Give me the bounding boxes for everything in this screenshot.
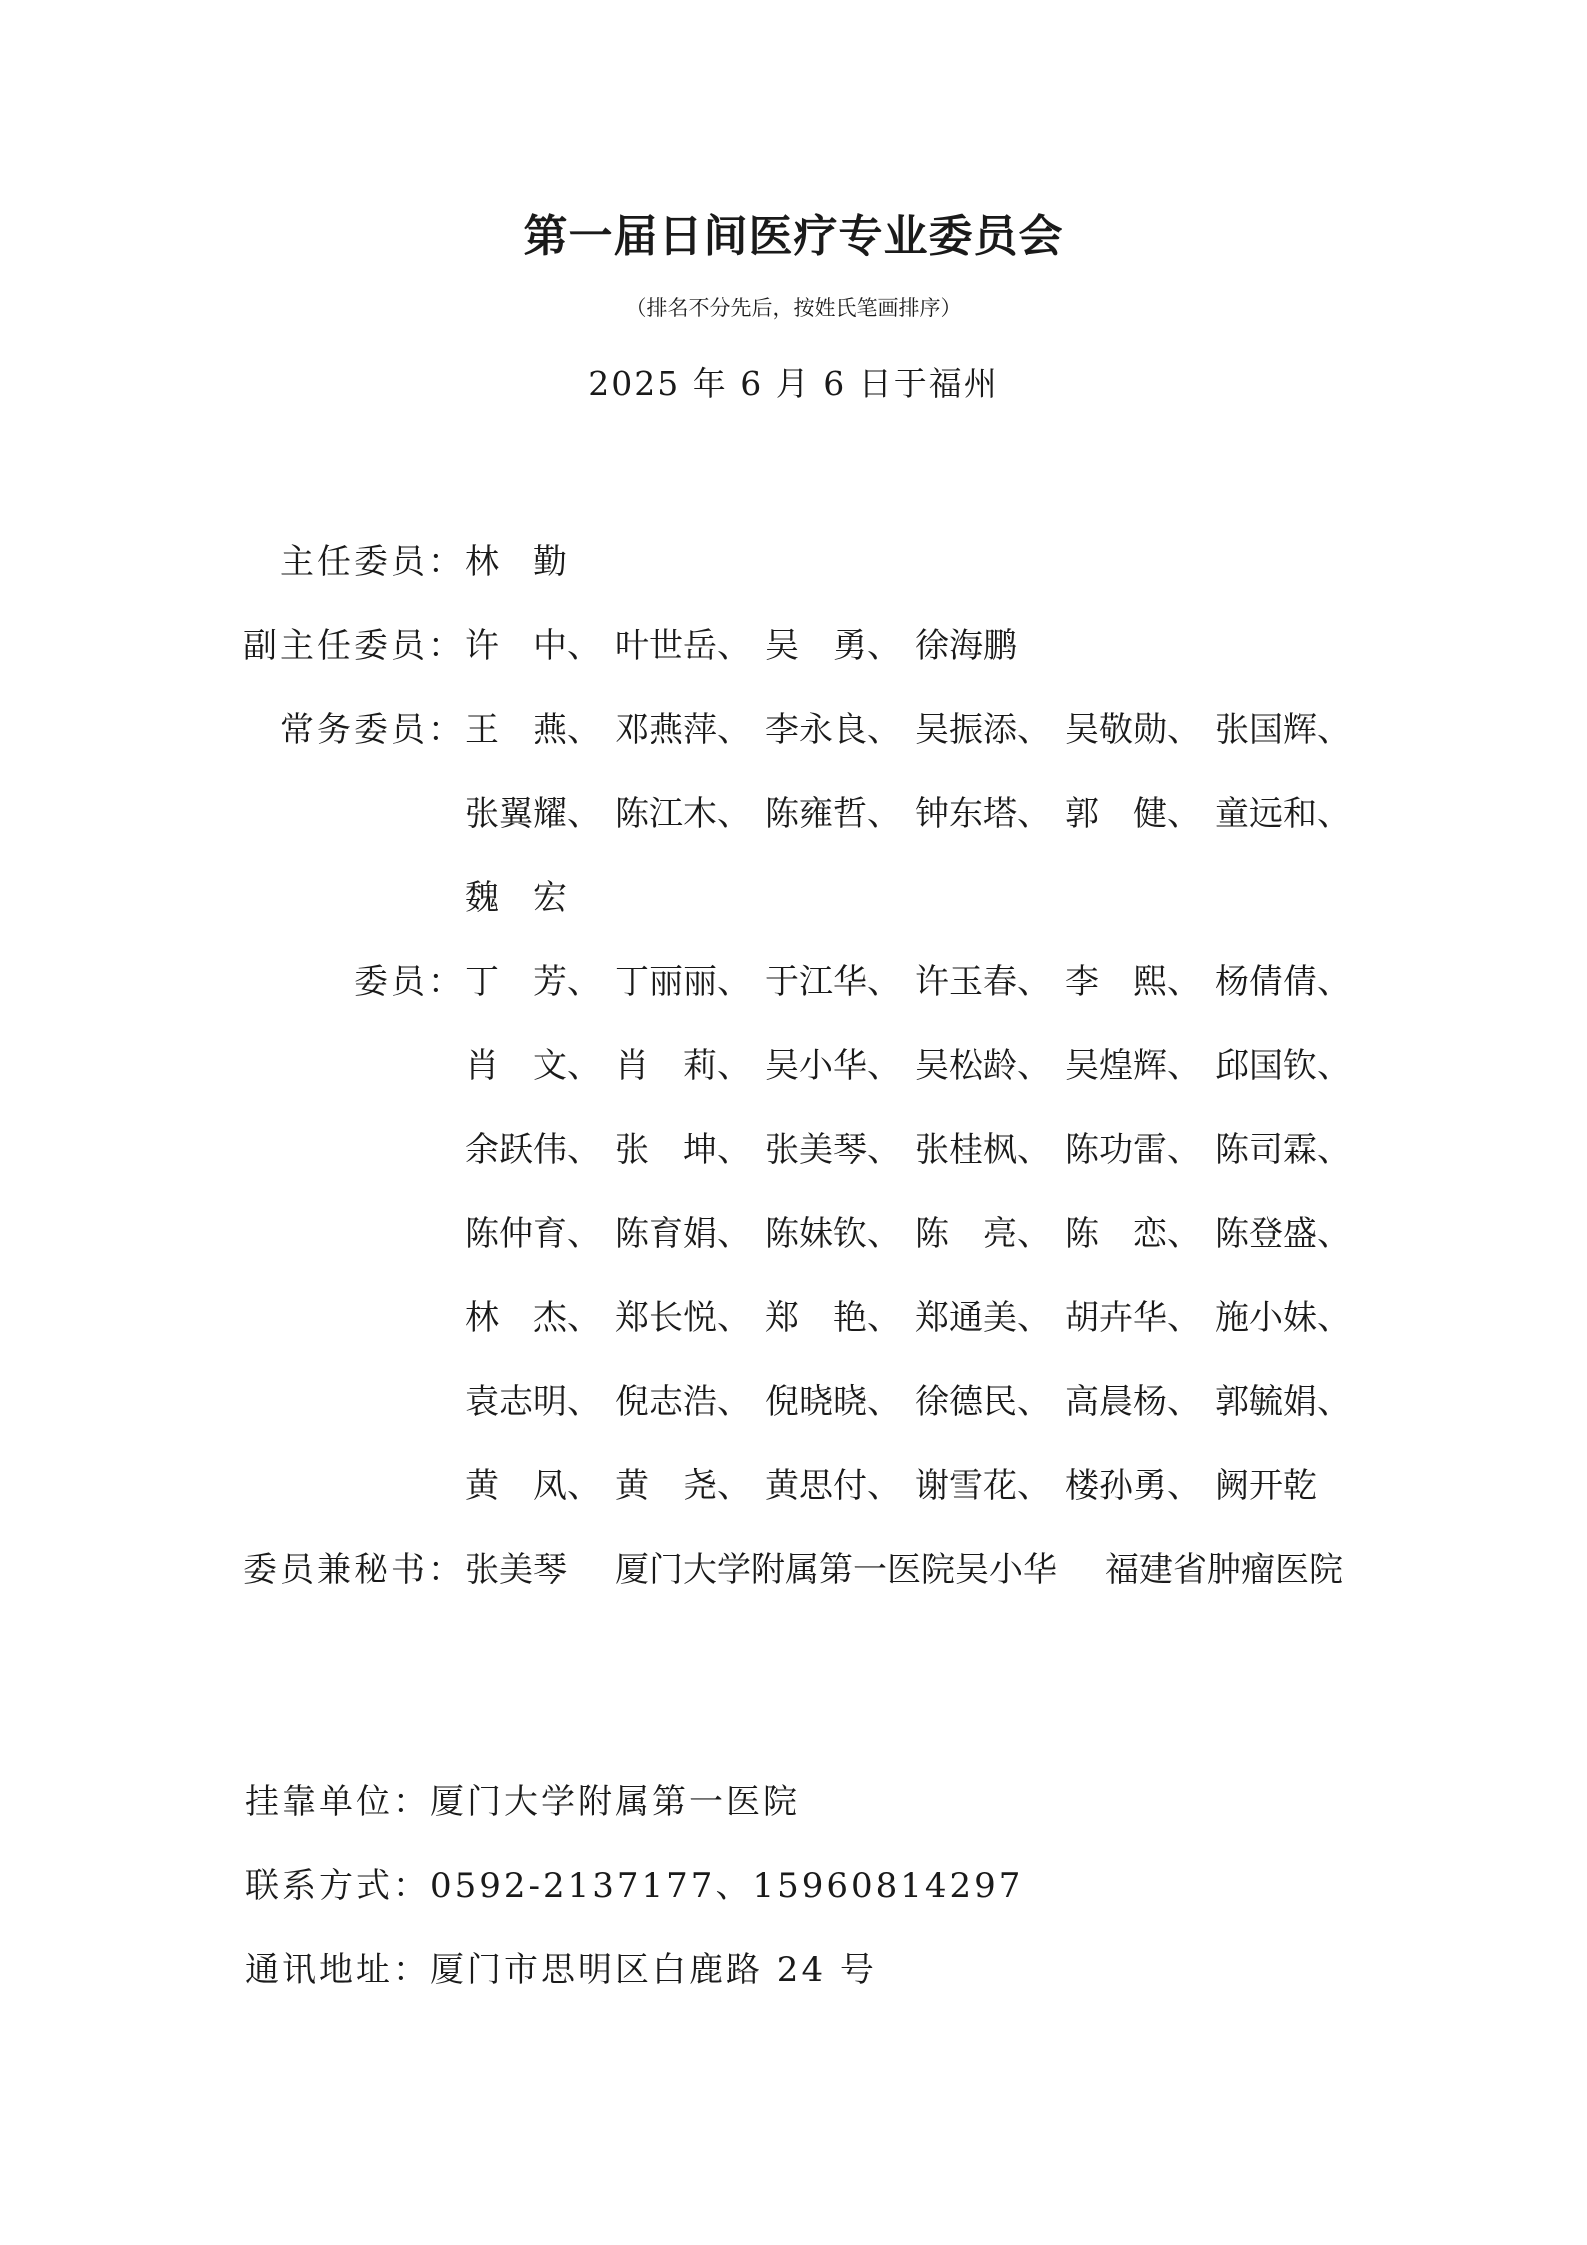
member-name: 徐海鹏 <box>915 626 1017 666</box>
member-name: 黄 凤、 <box>465 1466 601 1506</box>
member-name: 林 杰、 <box>465 1298 601 1338</box>
member-name: 杨倩倩、 <box>1215 962 1351 1002</box>
member-name: 吴松龄、 <box>915 1046 1051 1086</box>
document-title: 第一届日间医疗专业委员会 <box>523 211 1064 262</box>
chair-label: 主任委员： <box>280 542 465 582</box>
member-name: 肖 文、 <box>465 1046 601 1086</box>
standing-section <box>0 688 1587 940</box>
member-name: 陈功雷、 <box>1065 1130 1201 1170</box>
member-name: 于江华、 <box>765 962 901 1002</box>
member-name: 倪志浩、 <box>615 1382 751 1422</box>
member-names <box>465 940 1365 1528</box>
vice-chair-names <box>465 604 1365 688</box>
contact-line: 联系方式：0592-2137177、15960814297 <box>245 1866 1024 1906</box>
members-label: 委员： <box>354 962 465 1002</box>
member-name: 吴振添、 <box>915 710 1051 750</box>
member-name: 张翼耀、 <box>465 794 601 834</box>
member-name: 丁丽丽、 <box>615 962 751 1002</box>
member-name: 吴小华、 <box>765 1046 901 1086</box>
member-name: 徐德民、 <box>915 1382 1051 1422</box>
member-name: 陈雍哲、 <box>765 794 901 834</box>
member-name: 陈仲育、 <box>465 1214 601 1254</box>
member-name: 吴 勇、 <box>765 626 901 666</box>
member-name: 余跃伟、 <box>465 1130 601 1170</box>
member-name: 郑 艳、 <box>765 1298 901 1338</box>
member-name: 施小妹、 <box>1215 1298 1351 1338</box>
address-line: 通讯地址：厦门市思明区白鹿路 24 号 <box>245 1950 877 1990</box>
secretary-label: 委员兼秘书： <box>243 1550 465 1590</box>
member-name: 张桂枫、 <box>915 1130 1051 1170</box>
member-name: 胡卉华、 <box>1065 1298 1201 1338</box>
committee-roster <box>0 520 1587 1612</box>
member-name: 郭毓娟、 <box>1215 1382 1351 1422</box>
member-name: 陈 亮、 <box>915 1214 1051 1254</box>
secretary-row <box>955 1528 1343 1612</box>
member-name: 肖 莉、 <box>615 1046 751 1086</box>
standing-label: 常务委员： <box>280 710 465 750</box>
date-location: 2025 年 6 月 6 日于福州 <box>588 364 999 403</box>
vice-chair-section <box>0 604 1587 688</box>
members-section <box>0 940 1587 1528</box>
member-name: 袁志明、 <box>465 1382 601 1422</box>
member-name: 邱国钦、 <box>1215 1046 1351 1086</box>
member-name: 郑通美、 <box>915 1298 1051 1338</box>
secretary-hospital: 福建省肿瘤医院 <box>1105 1550 1343 1590</box>
secretary-section <box>0 1528 1587 1612</box>
member-name: 叶世岳、 <box>615 626 751 666</box>
member-name: 陈妹钦、 <box>765 1214 901 1254</box>
affiliation-line: 挂靠单位：厦门大学附属第一医院 <box>245 1782 800 1822</box>
chair-names <box>465 520 1365 604</box>
member-name: 陈江木、 <box>615 794 751 834</box>
member-name: 邓燕萍、 <box>615 710 751 750</box>
member-name: 倪晓晓、 <box>765 1382 901 1422</box>
member-name: 吴敬勋、 <box>1065 710 1201 750</box>
member-name: 童远和、 <box>1215 794 1351 834</box>
secretary-hospital: 厦门大学附属第一医院 <box>615 1550 955 1590</box>
member-name: 张国辉、 <box>1215 710 1351 750</box>
secretary-name: 张美琴 <box>465 1550 567 1590</box>
vice-chair-label: 副主任委员： <box>243 626 465 666</box>
member-name: 黄思付、 <box>765 1466 901 1506</box>
standing-names <box>465 688 1365 940</box>
member-name: 张 坤、 <box>615 1130 751 1170</box>
member-name: 吴煌辉、 <box>1065 1046 1201 1086</box>
member-name: 郭 健、 <box>1065 794 1201 834</box>
member-name: 谢雪花、 <box>915 1466 1051 1506</box>
member-name: 陈司霖、 <box>1215 1130 1351 1170</box>
contact-info <box>245 1760 1023 2012</box>
member-name: 郑长悦、 <box>615 1298 751 1338</box>
secretary-name: 吴小华 <box>955 1550 1057 1590</box>
member-name: 楼孙勇、 <box>1065 1466 1201 1506</box>
member-name: 阙开乾 <box>1215 1466 1317 1506</box>
chair-section <box>0 520 1587 604</box>
member-name: 张美琴、 <box>765 1130 901 1170</box>
member-name: 魏 宏 <box>465 878 567 918</box>
member-name: 陈育娟、 <box>615 1214 751 1254</box>
member-name: 许 中、 <box>465 626 601 666</box>
member-name: 陈登盛、 <box>1215 1214 1351 1254</box>
member-name: 高晨杨、 <box>1065 1382 1201 1422</box>
member-name: 钟东塔、 <box>915 794 1051 834</box>
member-name: 黄 尧、 <box>615 1466 751 1506</box>
secretary-list <box>465 1528 1365 1612</box>
member-name: 林 勤 <box>465 542 567 582</box>
member-name: 王 燕、 <box>465 710 601 750</box>
member-name: 李永良、 <box>765 710 901 750</box>
secretary-row <box>465 1528 955 1612</box>
member-name: 陈 恋、 <box>1065 1214 1201 1254</box>
member-name: 李 熙、 <box>1065 962 1201 1002</box>
member-name: 许玉春、 <box>915 962 1051 1002</box>
member-name: 丁 芳、 <box>465 962 601 1002</box>
ordering-note: （排名不分先后，按姓氏笔画排序） <box>625 296 962 320</box>
